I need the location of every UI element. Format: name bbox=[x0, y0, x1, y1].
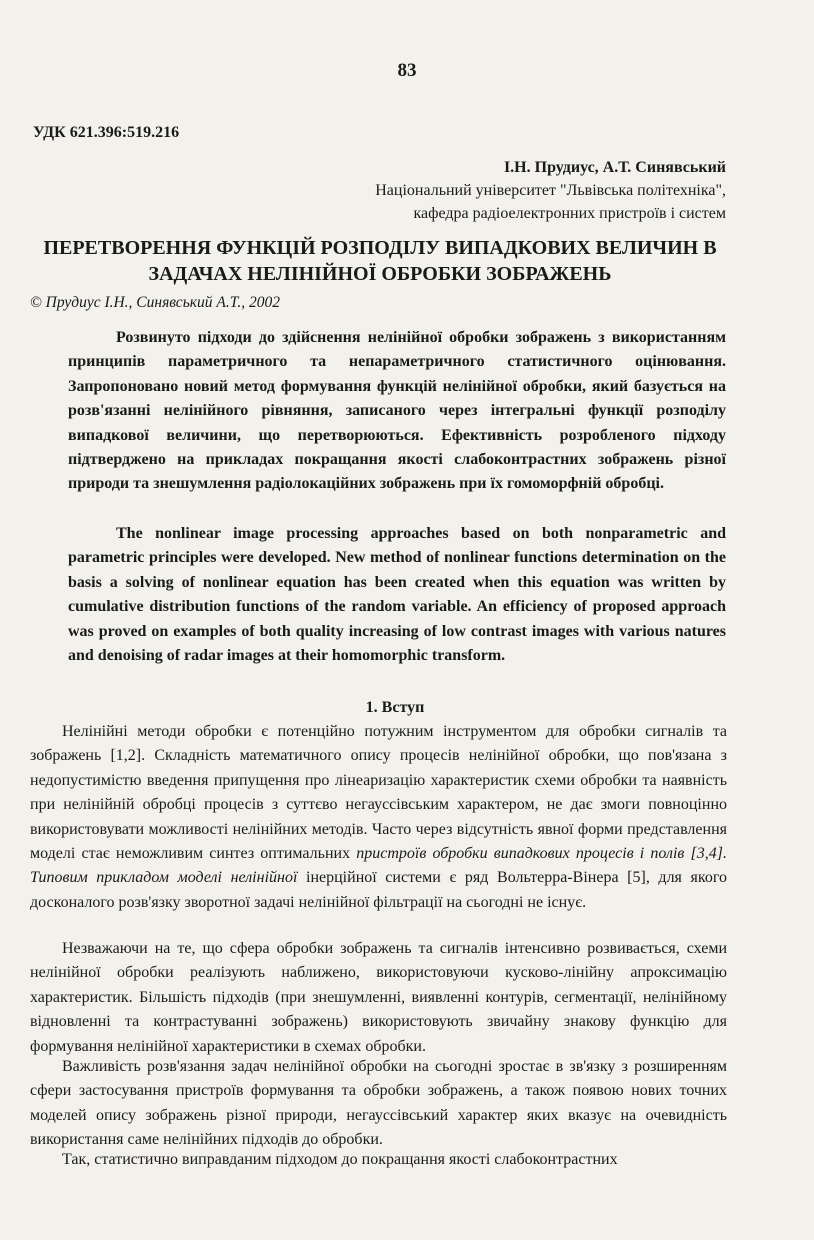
paragraph-1-part-a: Нелінійні методи обробки є потенційно потужним інструментом для обробки сигналів та зображень [1,2]. Складність математичного опису процесів нелінійної обробки, що пов'язана з недопустимістю введення припущення про лінеаризацію характеристик схеми обробки та наявність при нелінійній обробці процесів з суттєво негауссівським характером, не дає змоги повноцінно використовувати можливості нелінійних методів. Часто через відсутність явної форми представлення моделі стає неможливим синтез оптимальних bbox=[30, 723, 727, 863]
paper-title bbox=[30, 235, 730, 287]
udk-code: УДК 621.396:519.216 bbox=[33, 124, 180, 141]
paragraph-4: Так, статистично виправданим підходом до покращання якості слабоконтрастних bbox=[62, 1151, 618, 1168]
paragraph-1 bbox=[30, 720, 727, 915]
author-block bbox=[375, 156, 726, 225]
title-line-2: ЗАДАЧАХ НЕЛІНІЙНОЇ ОБРОБКИ ЗОБРАЖЕНЬ bbox=[148, 263, 612, 285]
section-heading: 1. Вступ bbox=[365, 699, 425, 716]
affiliation-line-1: Національний університет "Львівська політехніка", bbox=[375, 182, 726, 199]
copyright: © Прудиус І.Н., Синявський А.Т., 2002 bbox=[30, 294, 280, 311]
paragraph-1-italic: пристроїв обробки випадкових процесів і полів [3,4]. Типовим прикладом моделі нелінійної bbox=[30, 845, 727, 887]
abstract-ukrainian: Розвинуто підходи до здійснення нелінійної обробки зображень з використанням принципів параметричного та непараметричного статистичного оцінювання. Запропоновано новий метод формування функцій нелінійної обробки, який базується на розв'язанні нелінійного рівняння, записаного через інтегральні функції розподілу випадкової величини, що перетворюються. Ефективність розробленого підходу підтверджено на прикладах покращання якості слабоконтрастних зображень різної природи та знешумлення радіолокаційних зображень при їх гомоморфній обробці. bbox=[68, 329, 726, 493]
paragraph-1-part-b: інерційної системи є ряд Вольтерра-Вінера [5], для якого досконалого розв'язку зворотної задачі нелінійної фільтрації на сьогодні не існує. bbox=[30, 869, 728, 911]
paragraph-2: Незважаючи на те, що сфера обробки зображень та сигналів інтенсивно розвивається, схеми нелінійної обробки реалізують наближено, використовуючи кусково-лінійну апроксимацію характеристик. Більшість підходів (при знешумленні, виявленні контурів, сегментації, нелінійному відновленні та контрастуванні зображень) використовують звичайну знакову функцію для формування нелінійної характеристики в схемах обробки. bbox=[30, 940, 727, 1055]
page-number: 83 bbox=[397, 60, 417, 81]
affiliation-line-2: кафедра радіоелектронних пристроїв і систем bbox=[413, 205, 726, 222]
title-line-1: ПЕРЕТВОРЕННЯ ФУНКЦІЙ РОЗПОДІЛУ ВИПАДКОВИХ ВЕЛИЧИН В bbox=[43, 237, 717, 259]
authors: І.Н. Прудиус, А.Т. Синявський bbox=[503, 159, 726, 176]
paragraph-3: Важливість розв'язання задач нелінійної обробки на сьогодні зростає в зв'язку з розширенням сфери застосування пристроїв формування та обробки зображень, а також появою нових точних моделей опису зображень різної природи, негауссівський характер яких вказує на очевидність використання саме нелінійних підходів до обробки. bbox=[30, 1058, 727, 1149]
abstract-english: The nonlinear image processing approaches based on both nonparametric and parametric principles were developed. New method of nonlinear functions determination on the basis a solving of nonlinear equation has been created when this equation was written by cumulative distribution functions of the random variable. An efficiency of proposed approach was proved on examples of both quality increasing of low contrast images with various natures and denoising of radar images at their homomorphic transform. bbox=[68, 525, 726, 665]
